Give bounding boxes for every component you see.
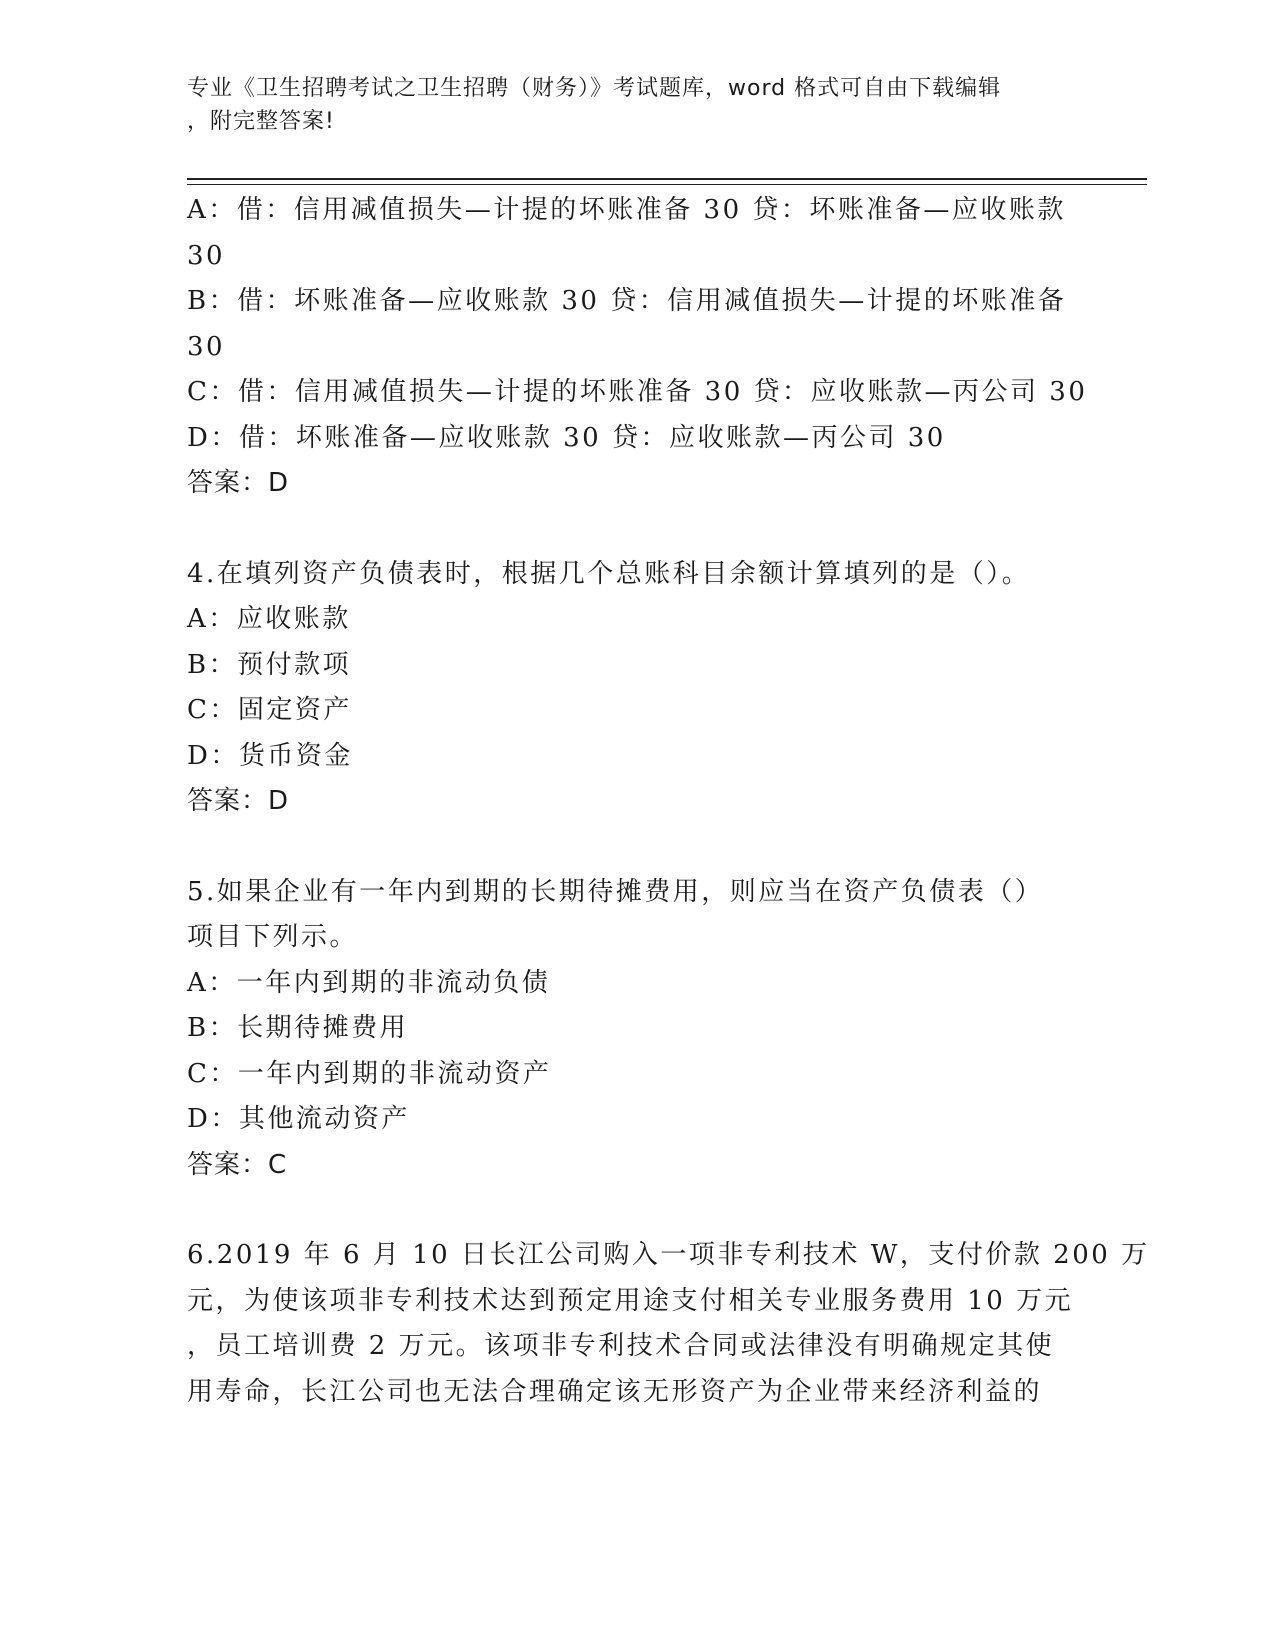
option-b: B：长期待摊费用 (187, 1013, 409, 1043)
question-5 (187, 870, 1087, 1189)
question-3 (187, 188, 1087, 507)
header-line-2: ，附完整答案! (187, 109, 335, 134)
spacer (187, 507, 1087, 552)
option-text: B：借：坏账准备—应收账款 30 贷：信用减值损失—计提的坏账准备 (187, 286, 1067, 316)
document-body (187, 188, 1150, 1415)
option-text: C：借：信用减值损失—计提的坏账准备 30 贷：应收账款—丙公司 30 (187, 377, 1088, 407)
option-b (187, 279, 1087, 370)
question-text: 4.在填列资产负债表时，根据几个总账科目余额计算填列的是（）。 (187, 558, 1031, 589)
document-header (187, 72, 1067, 138)
option-text: D：借：坏账准备—应收账款 30 贷：应收账款—丙公司 30 (187, 422, 946, 453)
header-divider-thick (187, 178, 1147, 180)
option-b: B：预付款项 (187, 649, 352, 680)
option-d: D：其他流动资产 (187, 1104, 410, 1134)
option-a (187, 188, 1087, 279)
header-divider-thin (187, 184, 1147, 185)
question-6 (187, 1233, 1150, 1415)
spacer (187, 1188, 1087, 1233)
option-text: A：借：信用减值损失—计提的坏账准备 30 贷：坏账准备—应收账款 (187, 195, 1066, 225)
question-text-continued: ，员工培训费 2 万元。该项非专利技术合同或法律没有明确规定其使 (187, 1331, 1055, 1361)
option-a: A：应收账款 (187, 604, 351, 634)
option-d: D：货币资金 (187, 740, 353, 771)
spacer (187, 825, 1087, 870)
question-text: 5.如果企业有一年内到期的长期待摊费用，则应当在资产负债表（） (187, 876, 1044, 907)
option-c (187, 370, 1087, 416)
question-text-continued: 元，为使该项非专利技术达到预定用途支付相关专业服务费用 10 万元 (187, 1285, 1074, 1316)
option-text-continued: 30 (187, 240, 226, 271)
option-c: C：一年内到期的非流动资产 (187, 1058, 552, 1089)
question-4 (187, 552, 1087, 825)
option-text-continued: 30 (187, 331, 226, 362)
answer-label: 答案：C (187, 1149, 288, 1180)
option-d (187, 416, 1087, 462)
question-text: 6.2019 年 6 月 10 日长江公司购入一项非专利技术 W，支付价款 200 万 (187, 1240, 1150, 1270)
answer-label: 答案：D (187, 786, 290, 816)
question-text-continued: 项目下列示。 (187, 922, 359, 952)
question-text-continued: 用寿命，长江公司也无法合理确定该无形资产为企业带来经济利益的 (187, 1376, 1043, 1407)
header-line-1: 专业《卫生招聘考试之卫生招聘（财务）》考试题库，word 格式可自由下载编辑 (187, 76, 1002, 101)
option-a: A：一年内到期的非流动负债 (187, 967, 551, 998)
answer-label: 答案：D (187, 468, 290, 498)
option-c: C：固定资产 (187, 695, 352, 725)
